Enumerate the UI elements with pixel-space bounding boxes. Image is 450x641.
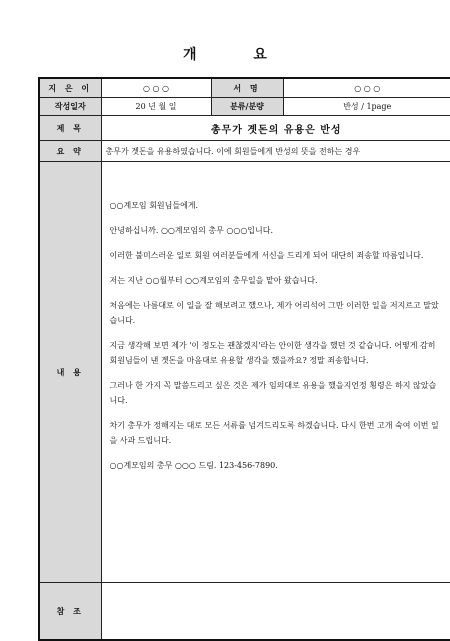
page-title: 개 요 (183, 47, 293, 63)
category-label: 분류/분량 (211, 98, 283, 116)
subject-label: 제 목 (39, 116, 101, 141)
reference-label: 참 조 (39, 583, 101, 641)
content-label: 내 용 (39, 162, 101, 583)
subject-value: 총무가 곗돈의 유용은 반성 (101, 116, 450, 141)
content-paragraph: 이러한 불미스러운 일로 회원 여러분들에게 서신을 드리게 되어 대단히 죄송할 따름입니다. (109, 251, 424, 260)
content-body (101, 162, 450, 583)
content-paragraph: 지금 생각해 보면 제가 '이 정도는 괜찮겠지'라는 안이한 생각을 했던 것 같습니다. 어떻게 감히 회원님들이 낸 곗돈을 마음대로 유용할 생각을 했을까요? 정말 죄송합니다. (109, 341, 436, 365)
author-label: 지 은 이 (39, 78, 101, 98)
content-paragraph: 처음에는 나름대로 이 일을 잘 해보려고 했으나, 제가 어리석어 그만 이러한 일을 저지르고 말았습니다. (109, 301, 439, 325)
summary-value: 총무가 곗돈을 유용하였습니다. 이에 회원들에게 반성의 뜻을 전하는 경우 (101, 141, 450, 162)
content-paragraph: ○○계모임 회원님들에게. (109, 201, 199, 210)
summary-label: 요 약 (39, 141, 101, 162)
date-label: 작성일자 (39, 98, 101, 116)
content-paragraph: 안녕하십니까. ○○계모임의 총무 ○○○입니다. (109, 226, 274, 235)
summary-form-table (38, 77, 450, 641)
content-paragraph: ○○계모임의 총무 ○○○ 드림. 123-456-7890. (109, 461, 278, 470)
author-value: ○ ○ ○ (101, 78, 211, 98)
content-paragraph: 그러나 한 가지 꼭 말씀드리고 싶은 것은 제가 임의대로 유용을 했을지언정 횡령은 하지 않았습니다. (109, 381, 437, 405)
signature-label: 서 명 (211, 78, 283, 98)
content-paragraph: 차기 총무가 정해지는 대로 모든 서류를 넘겨드리도록 하겠습니다. 다시 한번 고개 숙여 이번 일을 사과 드립니다. (109, 421, 439, 445)
date-value: 20 년 월 일 (101, 98, 211, 116)
content-paragraph: 저는 지난 ○○월부터 ○○계모임의 총무일을 맡아 왔습니다. (109, 276, 318, 285)
signature-value: ○ ○ ○ (283, 78, 450, 98)
reference-value (101, 583, 450, 641)
category-value: 반성 / 1page (283, 98, 450, 116)
